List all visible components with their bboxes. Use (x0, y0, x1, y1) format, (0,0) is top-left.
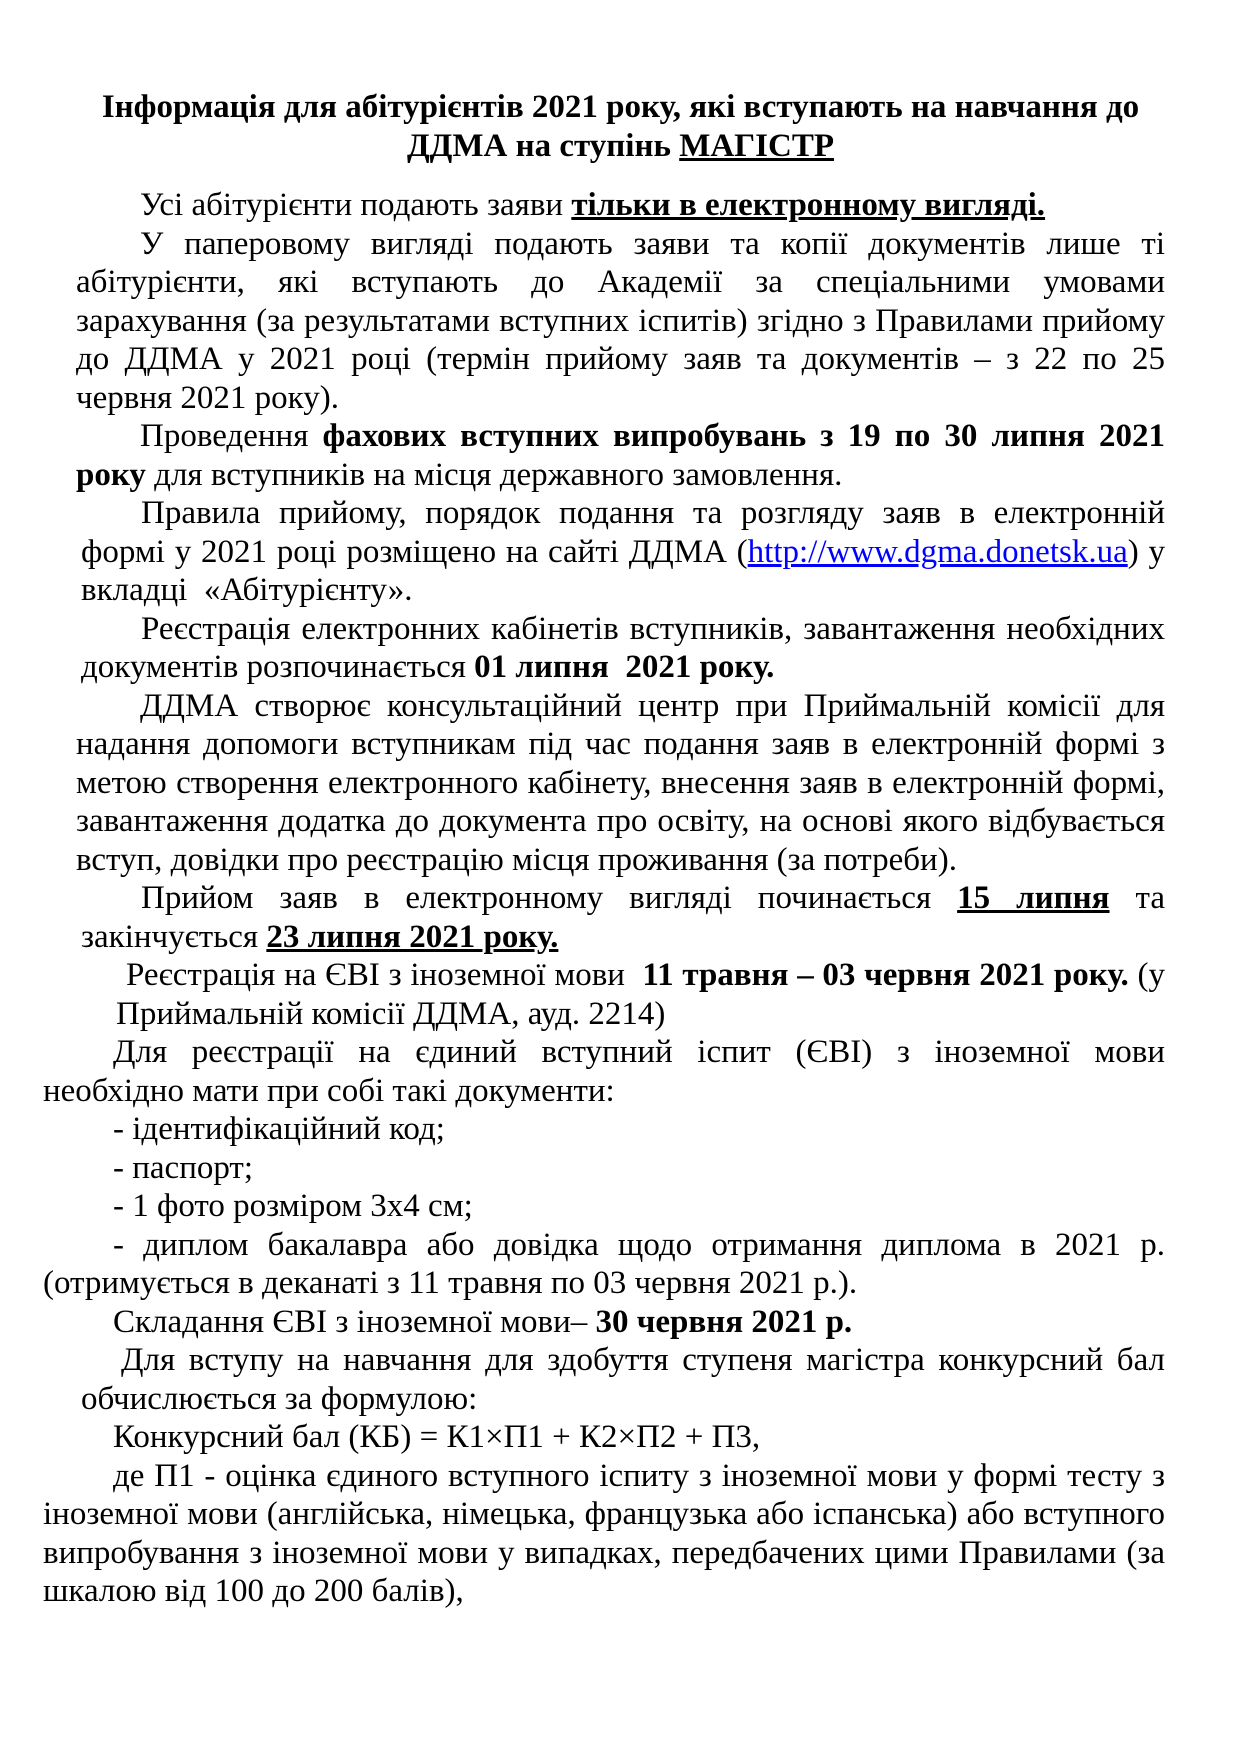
para-consult-center (76, 687, 1165, 880)
para-p1-definition (43, 1457, 1165, 1611)
title-line1: Інформація для абітурієнтів 2021 року, які вступають на навчання до (101, 89, 1140, 125)
text-run: 01 липня 2021 року. (474, 649, 775, 685)
text-run: Для реєстрації на єдиний вступний іспит (ЄВІ) з іноземної мови необхідно мати при собі такі документи: (43, 1034, 1165, 1109)
text-run: Проведення (140, 418, 323, 454)
text-run: - диплом бакалавра або довідка щодо отримання диплома в 2021 р. (отримується в деканаті з 11 травня по 03 червня 2021 р.). (43, 1226, 1165, 1301)
para-cabinet-registration (81, 610, 1165, 687)
text-run: Правила прийому, порядок подання та розгляду заяв в електронній формі у 2021 році розміщено на сайті ДДМА ( (81, 495, 1165, 570)
title-line2 (407, 128, 834, 164)
text-run: - ідентифікаційний код; (113, 1111, 445, 1147)
item-id-code (113, 1110, 1165, 1149)
text-run: 23 липня 2021 року. (266, 918, 559, 955)
text-run: тільки в електронному вигляді. (571, 187, 1046, 223)
title-line2-prefix: ДДМА на ступінь (406, 127, 680, 164)
para-formula-intro (81, 1341, 1165, 1418)
document-body (43, 186, 1165, 1611)
title-degree-underlined: МАГІСТР (679, 127, 835, 164)
text-run: ДДМА створює консультаційний центр при Приймальній комісії для надання допомоги вступникам під час подання заяв в електронній формі з метою створення електронного кабінету, внесення заяв в електронній формі, завантаження додатка до документа про освіту, на основі якого відбувається вступ, довідки про реєстрацію місця проживання (за потреби). (76, 687, 1165, 878)
para-formula (113, 1418, 1165, 1457)
document-title (76, 88, 1165, 165)
text-run: для вступників на місця державного замовлення. (145, 456, 843, 493)
text-run: фахових вступних випробувань з 19 по 30 липня 2021 року (76, 418, 1165, 493)
para-evi-exam-date (43, 1303, 1165, 1342)
text-run: 11 травня – 03 червня 2021 року. (642, 957, 1129, 993)
text-run: Усі абітурієнти подають заяви (140, 187, 572, 223)
para-application-period (81, 879, 1165, 956)
para-evi-registration (116, 956, 1165, 1033)
item-diploma (43, 1226, 1165, 1303)
text-run: та закінчується (81, 880, 1165, 955)
text-run: Прийом заяв в електронному вигляді починається (141, 880, 958, 916)
para-evi-documents-intro (43, 1033, 1165, 1110)
ddma-website-link[interactable]: http://www.dgma.donetsk.ua (747, 533, 1128, 570)
text-run: Для вступу на навчання для здобуття ступеня магістра конкурсний бал обчислюється за формулою: (81, 1342, 1165, 1417)
text-run: 30 червня 2021 р. (595, 1303, 853, 1340)
text-run: Реєстрація електронних кабінетів вступників, завантаження необхідних документів розпочинається (81, 610, 1165, 685)
text-run: Конкурсний бал (КБ) = К1×П1 + К2×П2 + П3, (113, 1419, 761, 1455)
text-run: (у Приймальній комісії ДДМА, ауд. 2214) (116, 957, 1165, 1032)
text-run: де П1 - оцінка єдиного вступного іспиту з іноземної мови у формі тесту з іноземної мови (англійська, німецька, французька або іспанська) або вступного випробування з іноземної мови у випадках, передбачених цими Правилами (за шкалою від 100 до 200 балів), (43, 1457, 1165, 1609)
para-rules-website (81, 494, 1165, 610)
text-run: У паперовому вигляді подають заяви та копії документів лише ті абітурієнти, які вступають до Академії за спеціальними умовами зарахування (за результатами вступних іспитів) згідно з Правилами прийому до ДДМА у 2021 році (термін прийому заяв та документів – з 22 по 25 червня 2021 року). (76, 225, 1165, 416)
text-run: Реєстрація на ЄВІ з іноземної мови (126, 957, 643, 993)
text-run: - паспорт; (113, 1149, 254, 1186)
text-run: Складання ЄВІ з іноземної мови– (113, 1303, 596, 1340)
item-photo (113, 1187, 1165, 1226)
text-run: - 1 фото розміром 3х4 см; (113, 1188, 473, 1224)
item-passport (113, 1149, 1165, 1188)
text-run: 15 липня (957, 880, 1110, 916)
para-paper-submission (76, 225, 1165, 418)
para-exam-dates (76, 417, 1165, 494)
para-electronic-only (76, 186, 1165, 225)
text-run: ) у вкладці «Абітурієнту». (81, 533, 1165, 608)
